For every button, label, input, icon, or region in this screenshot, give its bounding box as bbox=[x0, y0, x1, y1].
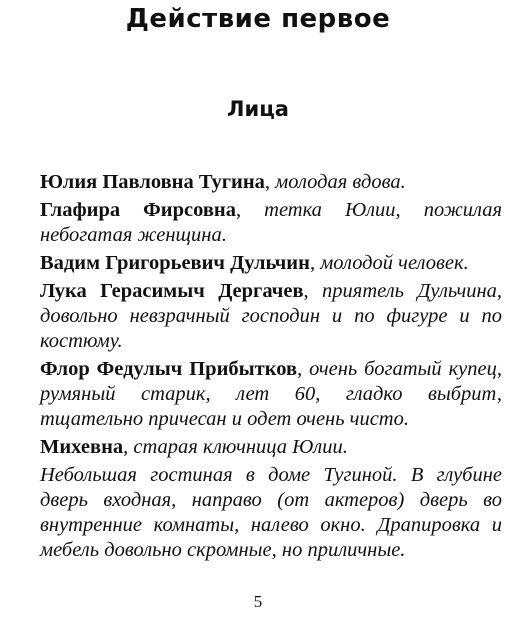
character-name: Михевна bbox=[40, 436, 124, 458]
cast-list bbox=[40, 170, 502, 563]
act-title: Действие первое bbox=[125, 4, 391, 34]
cast-entry bbox=[40, 198, 502, 248]
separator: , bbox=[123, 436, 134, 458]
separator: , bbox=[303, 280, 323, 302]
separator: , bbox=[235, 199, 265, 221]
character-name: Вадим Григорьевич Дульчин bbox=[40, 252, 310, 274]
cast-entry bbox=[40, 435, 502, 460]
cast-entry bbox=[40, 170, 502, 195]
cast-entry bbox=[40, 251, 502, 276]
separator: , bbox=[309, 252, 321, 274]
cast-entry bbox=[40, 357, 502, 432]
separator: , bbox=[297, 358, 310, 380]
character-description: тетка Юлии, пожилая небогатая женщина. bbox=[40, 199, 502, 246]
character-name: Лука Герасимыч Дергачев bbox=[40, 280, 304, 302]
character-name: Юлия Павловна Тугина bbox=[40, 171, 265, 193]
page-number: 5 bbox=[253, 592, 263, 611]
character-description: молодая вдова. bbox=[275, 171, 406, 193]
stage-direction: Небольшая гостиная в доме Тугиной. В глубине дверь входная, направо (от актеров) дверь во внутренние комнаты, налево окно. Драпировка и мебель довольно скромные, но приличные. bbox=[40, 464, 502, 561]
separator: , bbox=[264, 171, 276, 193]
character-name: Глафира Фирсовна bbox=[40, 199, 236, 221]
character-description: старая ключница Юлии. bbox=[133, 436, 348, 458]
section-title: Лица bbox=[227, 97, 289, 121]
cast-entry bbox=[40, 279, 502, 354]
character-description: молодой человек. bbox=[320, 252, 469, 274]
character-description: приятель Дульчина, довольно невзрачный господин и по фигуре и по костюму. bbox=[40, 280, 503, 352]
character-description: очень богатый купец, румяный старик, лет 60, гладко выбрит, тщательно причесан и одет очень чисто. bbox=[40, 358, 502, 430]
character-name: Флор Федулыч Прибытков bbox=[40, 358, 298, 380]
